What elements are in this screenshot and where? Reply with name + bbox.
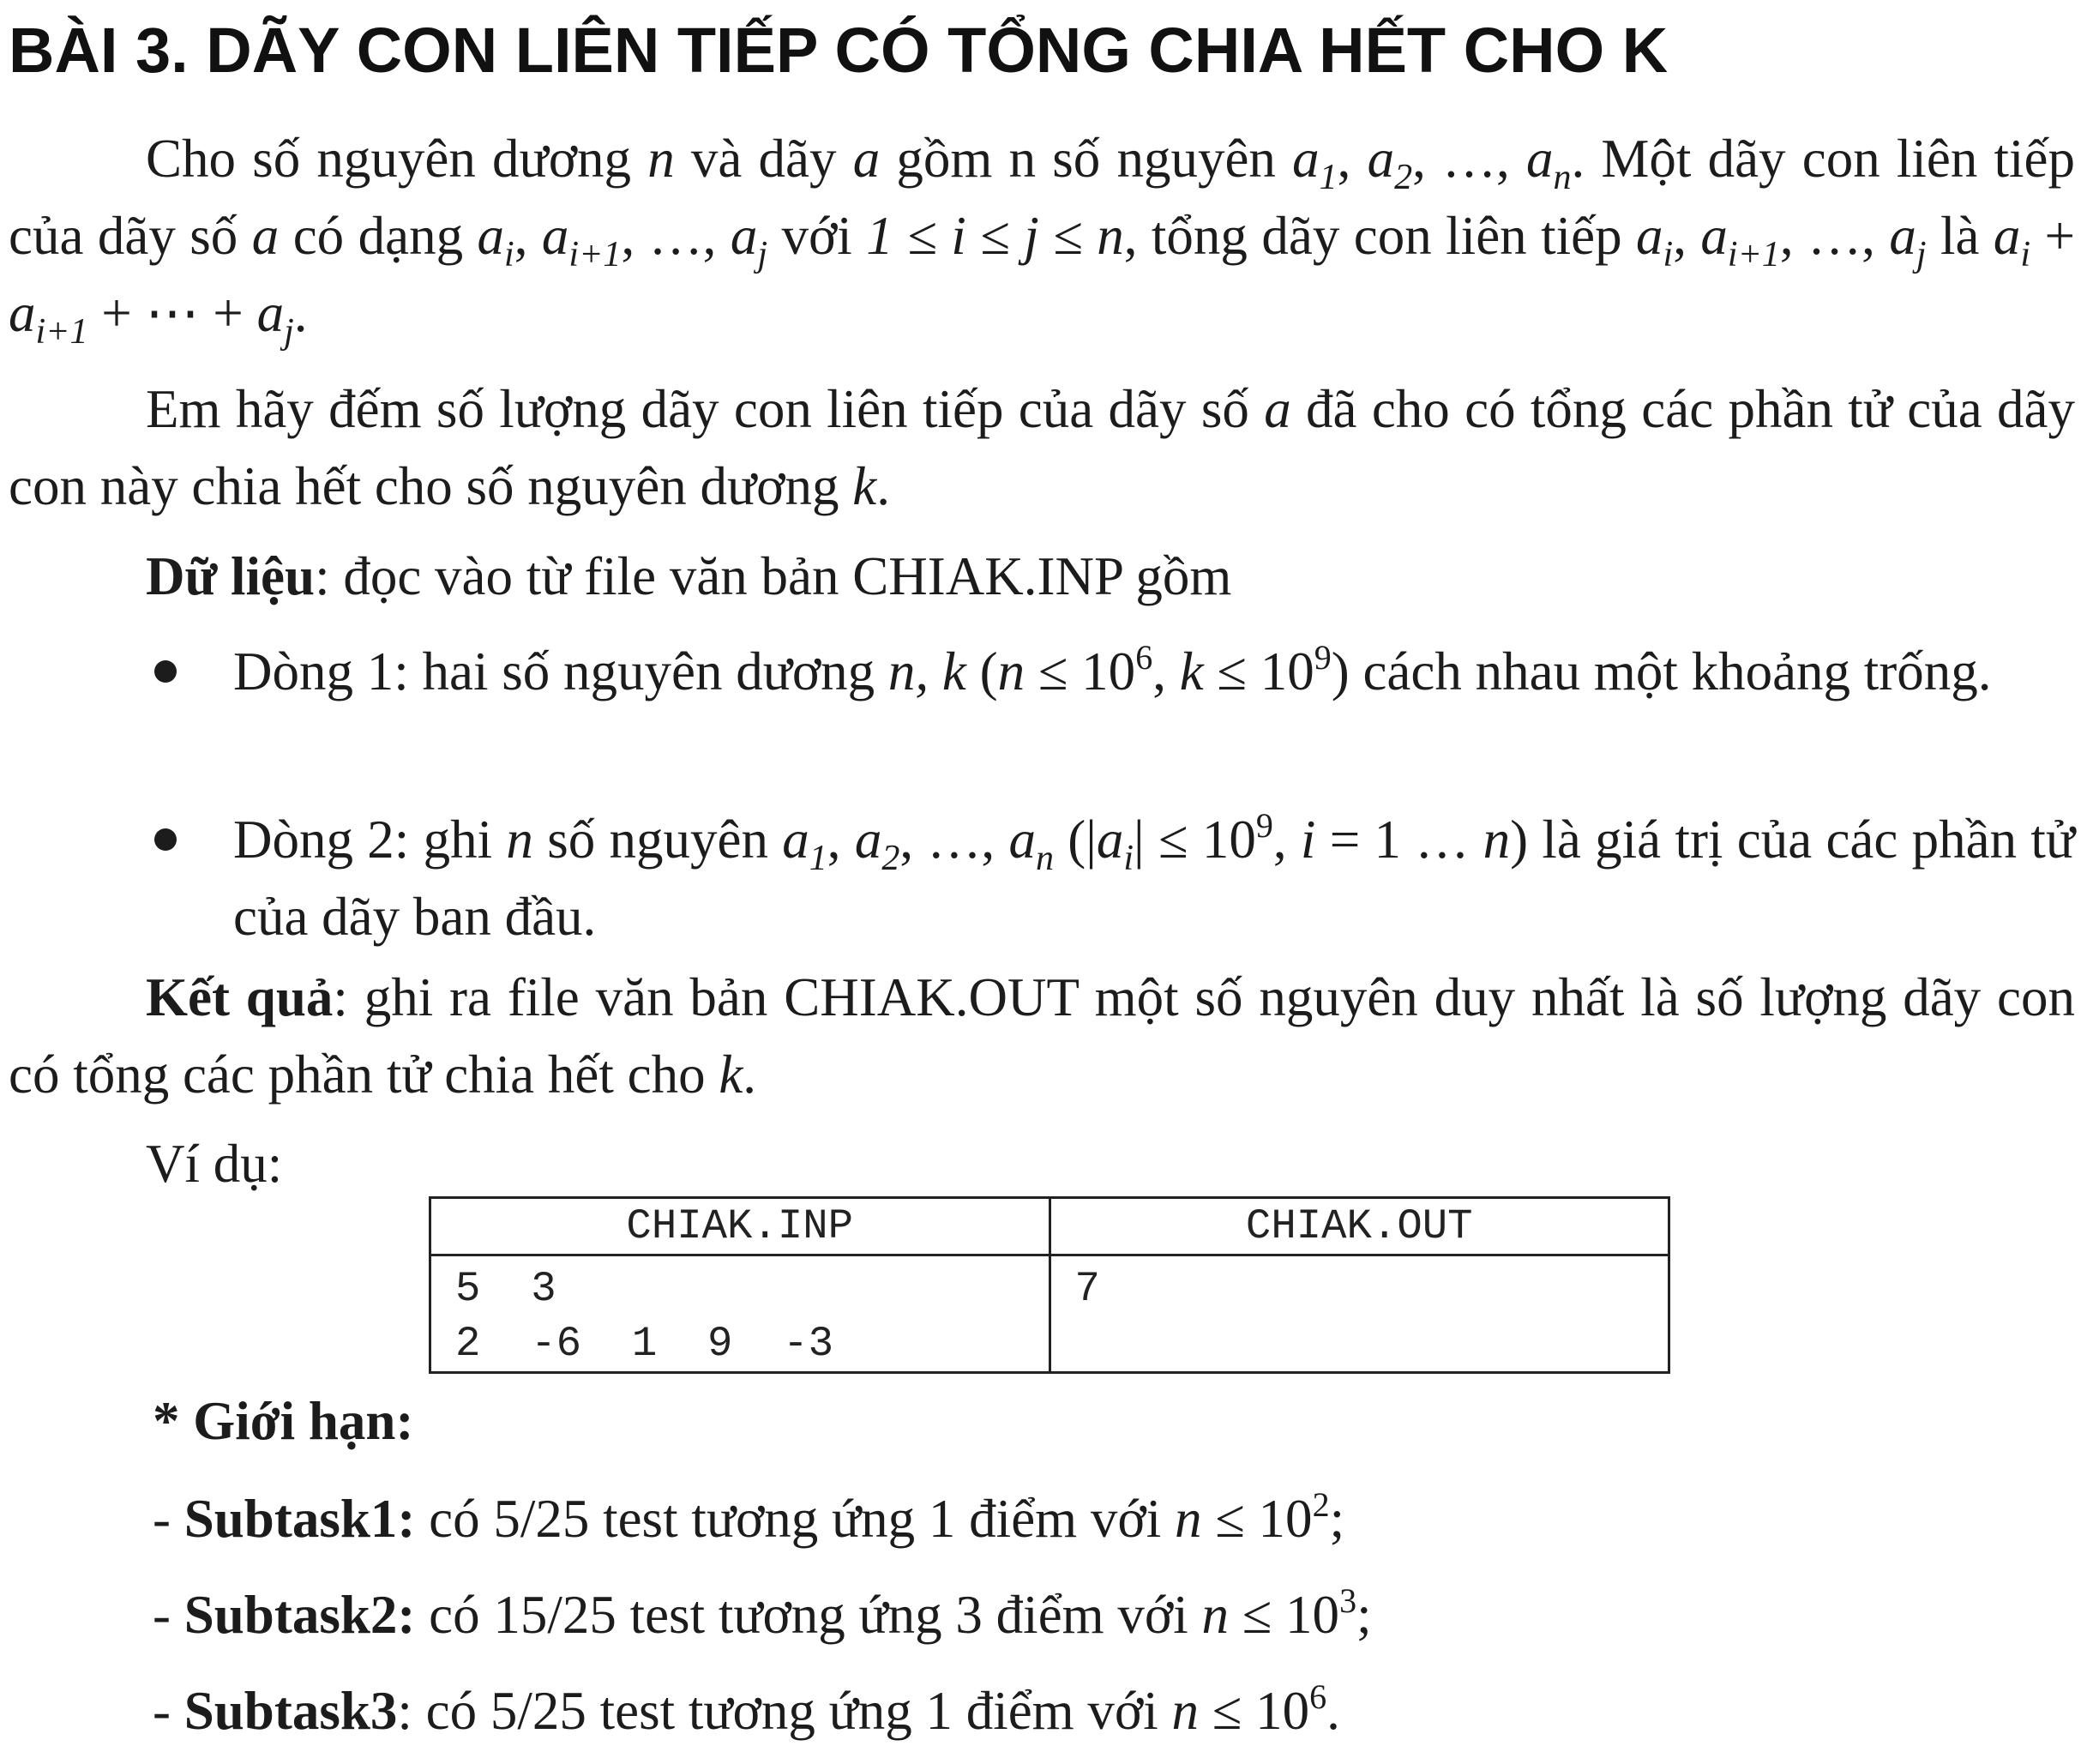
example-label: Ví dụ:: [146, 1134, 283, 1194]
bullet-icon: [154, 660, 177, 683]
input-line2-text: Dòng 2: ghi n số nguyên $a_1$, $a_2$, …, $a_n$ ($|a_i| \le 10^9$, i = 1 … n) là giá trị của các phần tử của dãy ban đầu.: [233, 806, 2076, 947]
subtask-2-name: Subtask2:: [183, 1585, 416, 1645]
input-description: Dữ liệu: đọc vào từ file văn bản CHIAK.INP gồm: [146, 546, 1232, 606]
subtask-1-name: Subtask1:: [183, 1489, 416, 1549]
input-label: Dữ liệu: [146, 546, 316, 606]
subtask-2: - Subtask2: có 15/25 test tương ứng 3 điểm với $n \le 10^3$;: [153, 1581, 1372, 1645]
output-description: Kết quả: ghi ra file văn bản CHIAK.OUT một số nguyên duy nhất là số lượng dãy con có tổng các phần tử chia hết cho k.: [9, 967, 2075, 1105]
subtask-3-name: Subtask3: [183, 1681, 398, 1741]
example-table: [429, 1196, 1670, 1374]
input-line1-text: Dòng 1: hai số nguyên dương n, k ($n \le 10^6$, $k \le 10^9$) cách nhau một khoảng trống.: [233, 638, 1992, 701]
intro-paragraph: Cho số nguyên dương n và dãy a gồm n số nguyên $a_1$, $a_2$, …, $a_n$. Một dãy con liên tiếp của dãy số a có dạng $a_i$, $a_{i+1}$, …, $a_j$ với 1 ≤ i ≤ j ≤ n, tổng dãy con liên tiếp $a_i$, $a_{i+1}$, …, $a_j$ là $a_i + a_{i+1}$ + ⋯ + $a_j$.: [9, 129, 2076, 352]
example-output-header: CHIAK.OUT: [1050, 1198, 1669, 1255]
example-input-header: CHIAK.INP: [430, 1198, 1050, 1255]
task-paragraph: Em hãy đếm số lượng dãy con liên tiếp của dãy số a đã cho có tổng các phần tử của dãy con này chia hết cho số nguyên dương k.: [9, 379, 2075, 516]
example-input-cell: 5 3 2 -6 1 9 -3: [430, 1255, 1050, 1373]
subtask-1: - Subtask1: có 5/25 test tương ứng 1 điểm với $n \le 10^2$;: [153, 1485, 1345, 1549]
example-data-row: [430, 1255, 1669, 1373]
limits-heading: * Giới hạn:: [153, 1391, 414, 1451]
subtask-3: - Subtask3: có 5/25 test tương ứng 1 điểm với $n \le 10^6$.: [153, 1677, 1340, 1741]
output-label: Kết quả: [146, 967, 334, 1027]
bullet-icon: [154, 828, 177, 851]
example-output-cell: 7: [1050, 1255, 1669, 1373]
problem-title: BÀI 3. DÃY CON LIÊN TIẾP CÓ TỔNG CHIA HẾT CHO K: [9, 15, 1669, 86]
example-header-row: [430, 1198, 1669, 1255]
